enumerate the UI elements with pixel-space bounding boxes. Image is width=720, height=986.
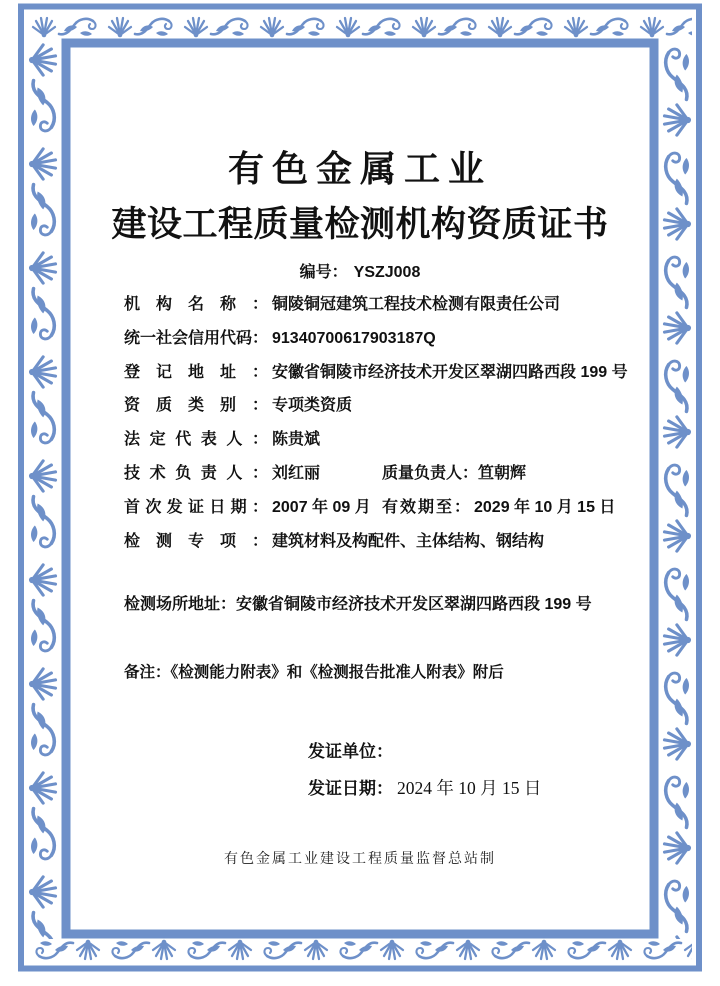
serial-label: 编号：: [299, 264, 348, 281]
field-row-registered-address: [124, 356, 644, 390]
issue-date-value: 2024 年 10 月 15 日: [397, 778, 542, 798]
field-row-technical-director: [124, 457, 644, 491]
field-label: 有效期至：: [382, 498, 470, 516]
field-label: 首次发证日期：: [124, 498, 268, 516]
field-value: 91340700617903187Q: [272, 329, 436, 347]
field-pair-valid-until: [382, 491, 615, 525]
field-value: 笪朝辉: [478, 464, 527, 482]
field-label: 机构名称：: [124, 296, 268, 313]
field-row-org-name: [124, 288, 644, 322]
field-label: 检测专项：: [124, 532, 268, 550]
field-value: 安徽省铜陵市经济技术开发区翠湖四路西段 199 号: [272, 363, 628, 381]
field-label: 登记地址：: [124, 363, 268, 381]
field-row-credit-code: [124, 322, 644, 356]
field-label: 技术负责人：: [124, 464, 268, 482]
field-row-testing-site-address: [124, 591, 592, 614]
certificate-title-main: 建设工程质量检测机构资质证书: [111, 205, 609, 244]
serial-value: YSZJ008: [353, 264, 421, 281]
field-value: 安徽省铜陵市经济技术开发区翠湖四路西段 199 号: [236, 596, 592, 613]
field-value: 专项类资质: [272, 397, 353, 415]
certificate-title-industry: 有色金属工业: [227, 148, 492, 189]
field-value: 刘红丽: [272, 464, 321, 482]
field-pair-quality-director: [382, 457, 526, 491]
field-row-qualification-category: [124, 389, 644, 423]
issue-date-label: 发证日期：: [308, 779, 393, 798]
field-row-first-issue-date: [124, 491, 644, 525]
remark-line: 备注：《检测能力附表》和《检测报告批准人附表》附后: [124, 664, 504, 681]
field-label: 质量负责人：: [382, 464, 479, 482]
field-label: 法定代表人：: [124, 431, 268, 449]
field-label: 统一社会信用代码：: [124, 329, 269, 347]
certificate-fields: [124, 288, 644, 558]
field-value: 建筑材料及构配件、主体结构、钢结构: [272, 532, 545, 550]
field-value: 2029 年 10 月 15 日: [474, 498, 616, 516]
field-label: 检测场所地址：: [124, 596, 237, 613]
field-value: 2007 年 09 月: [272, 498, 371, 516]
issuing-unit-label: 发证单位：: [308, 742, 393, 761]
maker-line: 有色金属工业建设工程质量监督总站制: [224, 852, 496, 867]
field-row-legal-representative: [124, 423, 644, 457]
field-value: 陈贵斌: [272, 431, 321, 449]
issue-date-line: [308, 774, 541, 800]
field-label: 资质类别：: [124, 397, 268, 415]
serial-number-line: [0, 259, 720, 282]
field-value: 铜陵铜冠建筑工程技术检测有限责任公司: [272, 296, 561, 313]
field-row-testing-specialties: [124, 525, 644, 559]
